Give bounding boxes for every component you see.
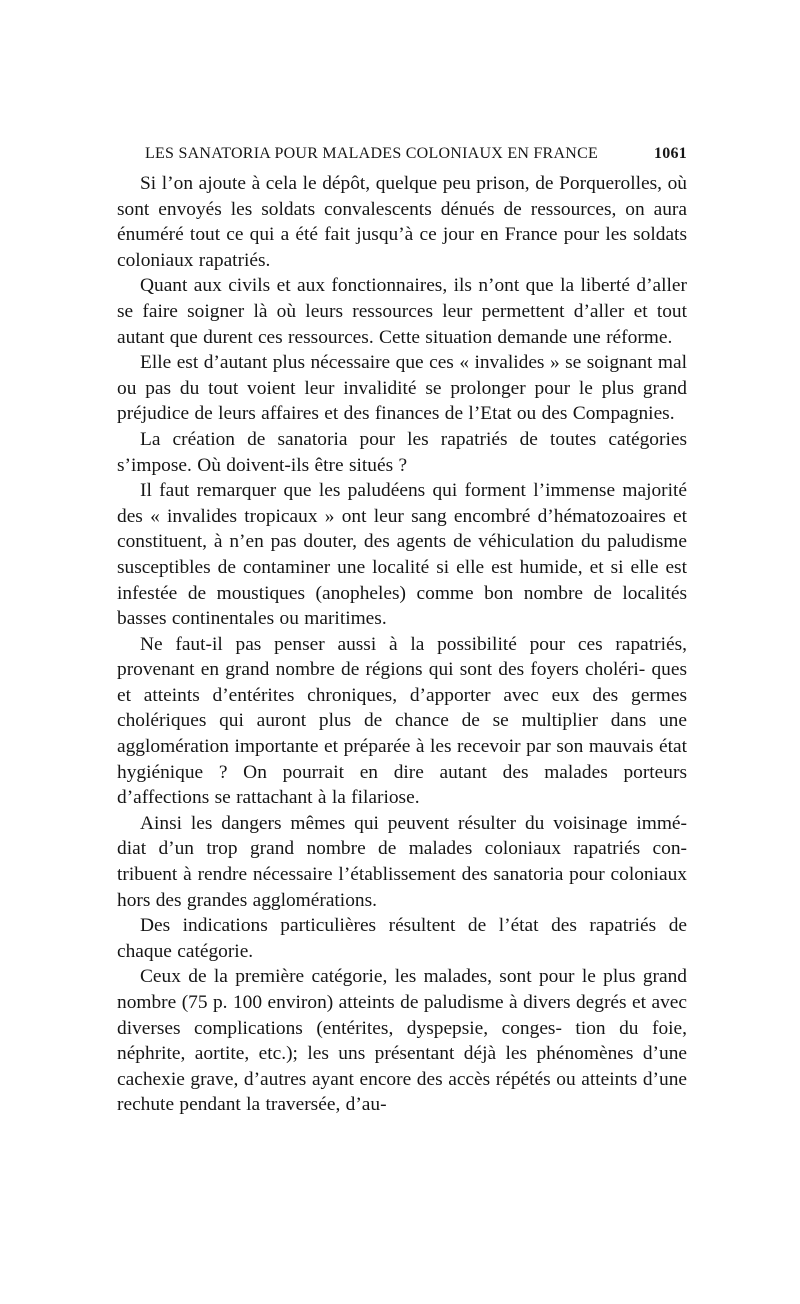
paragraph: Des indications particulières résultent de l’état des rapatriés de chaque catégorie.	[117, 915, 687, 962]
paragraph: Ne faut-il pas penser aussi à la possibilité pour ces rapatriés, provenant en grand nombre de régions qui sont des foyers choléri- ques et atteints d’entérites chroniques, d’apporter avec eux des germes cholériques qui auront plus de chance de se multiplier dans une agglomération importante et préparée à les recevoir par son mauvais état hygiénique ? On pourrait en dire autant des malades porteurs d’affections se rattachant à la filariose.	[117, 633, 687, 809]
paragraph: Il faut remarquer que les paludéens qui forment l’immense majorité des « invalides tropicaux » ont leur sang encombré d’hématozoaires et constituent, à n’en pas douter, des agents de véhiculation du paludisme susceptibles de contaminer une localité si elle est humide, et si elle est infestée de moustiques (anopheles) comme bon nombre de localités basses continentales ou maritimes.	[117, 480, 687, 630]
running-head-title: LES SANATORIA POUR MALADES COLONIAUX EN FRANCE	[145, 145, 599, 162]
paragraph: Ceux de la première catégorie, les malades, sont pour le plus grand nombre (75 p. 100 environ) atteints de paludisme à divers degrés et avec diverses complications (entérites, dyspepsie, conges- tion du foie, néphrite, aortite, etc.); les uns présentant déjà les phénomènes d’une cachexie grave, d’autres ayant encore des accès répétés ou atteints d’une rechute pendant la traversée, d’au-	[117, 966, 687, 1116]
paragraph: Elle est d’autant plus nécessaire que ces « invalides » se soignant mal ou pas du tout voient leur invalidité se prolonger pour le plus grand préjudice de leurs affaires et des finances de l’Etat ou des Compagnies.	[117, 352, 687, 425]
paragraph: Si l’on ajoute à cela le dépôt, quelque peu prison, de Porquerolles, où sont envoyés les soldats convalescents dénués de ressources, on aura énuméré tout ce qui a été fait jusqu’à ce jour en France pour les soldats coloniaux rapatriés.	[117, 173, 687, 271]
running-head	[117, 141, 687, 171]
body-text	[117, 171, 687, 1118]
paragraph: Quant aux civils et aux fonctionnaires, ils n’ont que la liberté d’aller se faire soigner là où leurs ressources leur permettent d’aller et tout autant que durent ces ressources. Cette situation demande une réforme.	[117, 275, 687, 348]
paragraph: Ainsi les dangers mêmes qui peuvent résulter du voisinage immé- diat d’un trop grand nombre de malades coloniaux rapatriés con- tribuent à rendre nécessaire l’établissement des sanatoria pour coloniaux hors des grandes agglomérations.	[117, 812, 687, 911]
page-number: 1061	[654, 145, 687, 162]
paragraph: La création de sanatoria pour les rapatriés de toutes catégories s’impose. Où doivent-ils être situés ?	[117, 428, 687, 476]
book-page	[117, 141, 687, 1118]
